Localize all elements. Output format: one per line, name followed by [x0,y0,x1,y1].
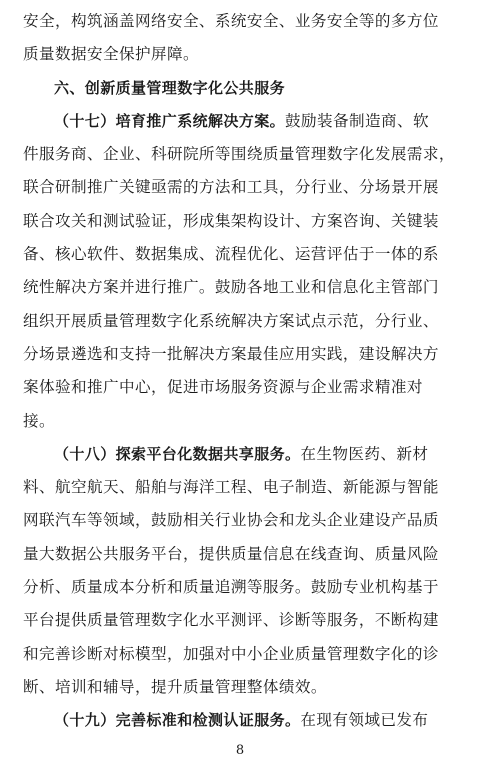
text-span: 在现有领域已发布 [300,711,429,730]
text-line: 料、航空航天、船舶与海洋工程、电子制造、新能源与智能 [23,478,439,497]
text-line: 接。 [23,411,55,430]
text-line: 分析、质量成本分析和质量追溯等服务。鼓励专业机构基于 [23,578,439,597]
text-span: 鼓励装备制造商、软 [285,111,429,130]
item-lead: （十七）培育推广系统解决方案。 [54,111,286,130]
text-line: 件服务商、企业、科研院所等围绕质量管理数字化发展需求， [23,145,455,164]
page-number: 8 [235,743,245,758]
text-line [23,704,458,737]
paragraph-continuation [23,5,458,72]
text-line: 组织开展质量管理数字化系统解决方案试点示范，分行业、 [23,311,439,330]
text-line: 安全，构筑涵盖网络安全、系统安全、业务安全等的多方位 [23,12,439,30]
text-line: 质量数据安全保护屏障。 [23,45,199,64]
item-lead: （十九）完善标准和检测认证服务。 [54,711,301,730]
text-span: 在生物医药、新材 [300,444,429,463]
text-line: 断、培训和辅导，提升质量管理整体绩效。 [23,677,327,696]
text-line [23,438,458,471]
paragraph-item-19 [23,704,458,737]
text-line: 量大数据公共服务平台，提供质量信息在线查询、质量风险 [23,544,439,563]
text-line: 和完善诊断对标模型，加强对中小企业质量管理数字化的诊 [23,644,439,663]
text-line: 联合攻关和测试验证，形成集架构设计、方案咨询、关键装 [23,211,439,230]
text-line: 平台提供质量管理数字化水平测评、诊断等服务，不断构建 [23,611,439,630]
section-heading: 六、创新质量管理数字化公共服务 [54,78,286,97]
text-line: 统性解决方案并进行推广。鼓励各地工业和信息化主管部门 [23,278,439,297]
item-lead: （十八）探索平台化数据共享服务。 [54,444,301,463]
text-line: 网联汽车等领域，鼓励相关行业协会和龙头企业建设产品质 [23,511,439,530]
text-line: 案体验和推广中心，促进市场服务资源与企业需求精准对 [23,378,423,397]
text-line: 分场景遴选和支持一批解决方案最佳应用实践，建设解决方 [23,344,439,363]
text-line: 备、核心软件、数据集成、流程优化、运营评估于一体的系 [23,245,439,264]
paragraph-item-18 [23,438,458,704]
paragraph-item-17 [23,105,458,438]
text-line: 联合研制推广关键亟需的方法和工具，分行业、分场景开展 [23,178,439,197]
text-line [23,105,458,138]
